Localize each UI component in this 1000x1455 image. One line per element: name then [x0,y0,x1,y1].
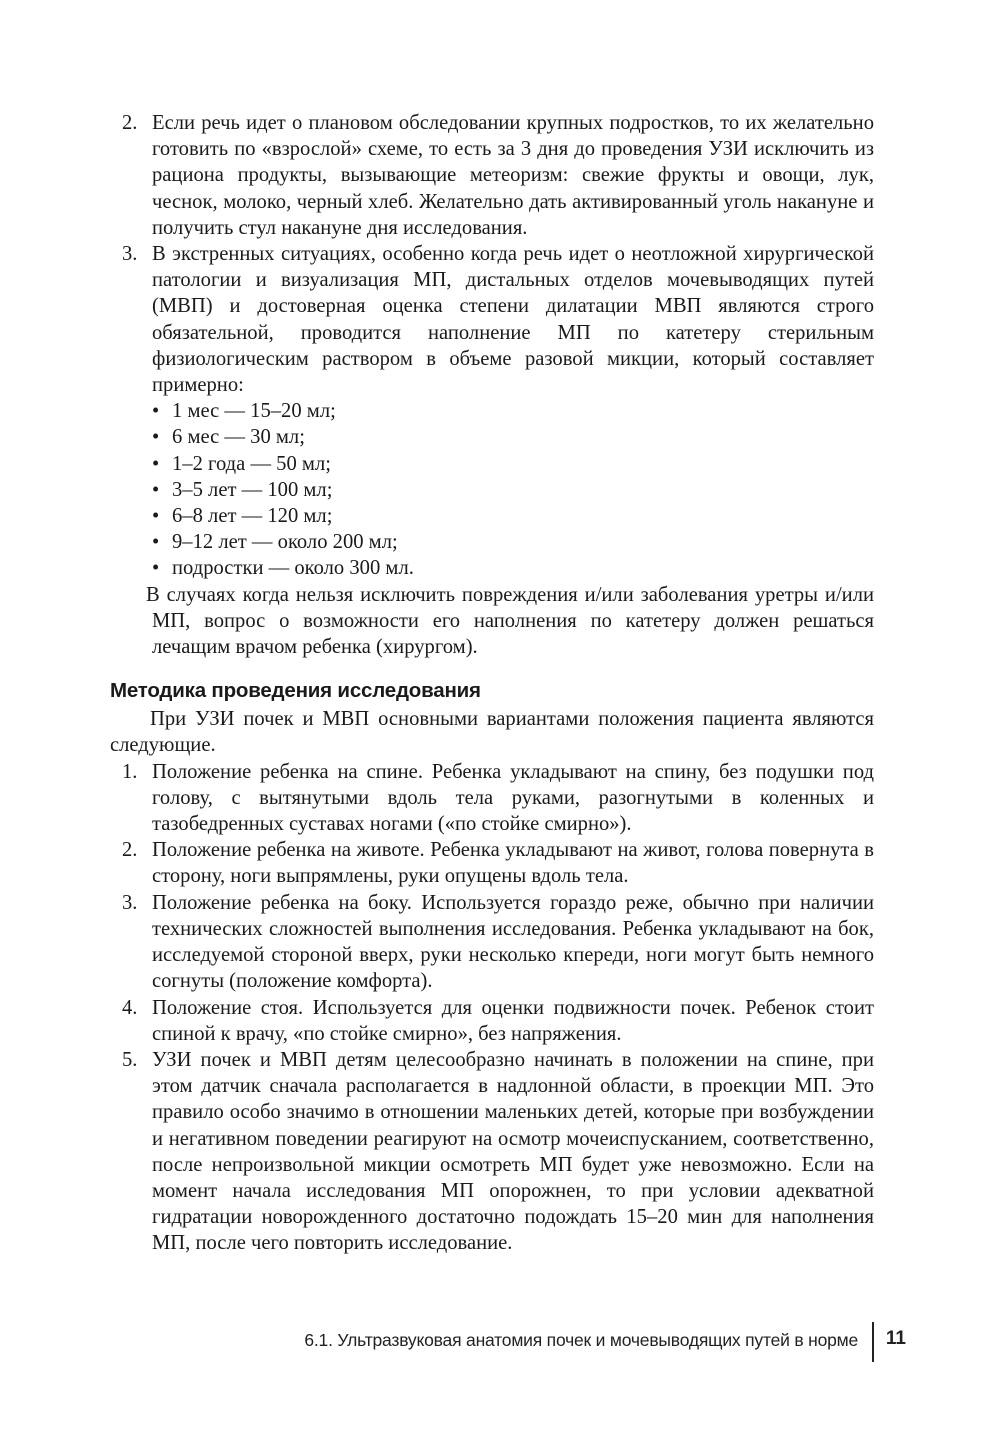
positions-list [110,759,874,1257]
list-item-number: 5. [122,1048,138,1071]
list-item-text: Если речь идет о плановом обследовании крупных подростков, то их желательно готовить по «взрослой» схеме, то есть за 3 дня до проведения УЗИ исключить из рациона продукты, вызывающие метеоризм: свежие фрукты и овощи, лук, чеснок, молоко, черный хлеб. Желательно дать активированный уголь накануне и получить стул накануне дня исследования. [152,112,874,239]
bullet-item: • 6–8 лет — 120 мл; [152,503,874,529]
page-body [110,110,874,1257]
bullet-item: • 1 мес — 15–20 мл; [152,398,874,424]
preparation-list [110,110,874,582]
page-footer [200,1322,920,1362]
note-paragraph: В случаях когда нельзя исключить повреждения и/или заболевания уретры и/или МП, вопрос о возможности его наполнения по катетеру должен решаться лечащим врачом ребенка (хирургом). [146,583,874,659]
list-item-text: В экстренных ситуациях, особенно когда речь идет о неотложной хирургической патологии и визуализация МП, дистальных отделов мочевыводящих путей (МВП) и достоверная оценка степени дилатации МВП являются строго обязательной, проводится наполнение МП по катетеру стерильным физиологическим раствором в объеме разовой микции, который составляет примерно: [152,243,874,397]
section-heading: Методика проведения исследования [110,679,481,703]
running-title: 6.1. Ультразвуковая анатомия почек и мочевыводящих путей в норме [304,1330,858,1350]
intro-paragraph: При УЗИ почек и МВП основными вариантами положения пациента являются следующие. [110,708,874,757]
bullet-item: • подростки — около 300 мл. [152,555,874,581]
list-item-text: Положение ребенка на животе. Ребенка укладывают на живот, голова повернута в сторону, ноги выпрямлены, руки опущены вдоль тела. [152,839,874,888]
list-item-text: Положение ребенка на спине. Ребенка укладывают на спину, без подушки под голову, с вытянутыми вдоль тела руками, разогнутыми в коленных и тазобедренных суставах ногами («по стойке смирно»). [152,760,874,836]
bullet-item: • 1–2 года — 50 мл; [152,451,874,477]
list-item [110,110,874,241]
list-item-number: 1. [122,760,138,783]
bullet-item: • 9–12 лет — около 200 мл; [152,529,874,555]
bullet-item: • 6 мес — 30 мл; [152,424,874,450]
list-item-text: Положение стоя. Используется для оценки подвижности почек. Ребенок стоит спиной к врачу, «по стойке смирно», без напряжения. [152,996,874,1045]
list-item [110,1047,874,1257]
footer-divider [872,1322,874,1362]
list-item-number: 3. [122,243,138,266]
volume-bullet-list [152,398,874,581]
page-number: 11 [885,1328,906,1349]
list-item [110,837,874,889]
list-item-number: 4. [122,996,138,1019]
list-item-number: 2. [122,839,138,862]
list-item-number: 2. [122,112,138,134]
list-item [110,890,874,995]
list-item-text: УЗИ почек и МВП детям целесообразно начинать в положении на спине, при этом датчик сначала располагается в надлонной области, в проекции МП. Это правило особо значимо в отношении маленьких детей, которые при возбуждении и негативном поведении реагируют на осмотр мочеиспусканием, соответственно, после непроизвольной микции осмотреть МП будет уже невозможно. Если на момент начала исследования МП опорожнен, то при условии адекватной гидратации новорожденного достаточно подождать 15–20 мин для наполнения МП, после чего повторить исследование. [152,1048,874,1255]
list-item [110,241,874,582]
list-item-number: 3. [122,891,138,914]
list-item [110,759,874,838]
bullet-item: • 3–5 лет — 100 мл; [152,477,874,503]
list-item-text: Положение ребенка на боку. Используется гораздо реже, обычно при наличии технических сложностей выполнения исследования. Ребенка укладывают на бок, исследуемой стороной вверх, руки несколько кпереди, ноги могут быть немного согнуты (положение комфорта). [152,891,874,993]
list-item [110,995,874,1047]
